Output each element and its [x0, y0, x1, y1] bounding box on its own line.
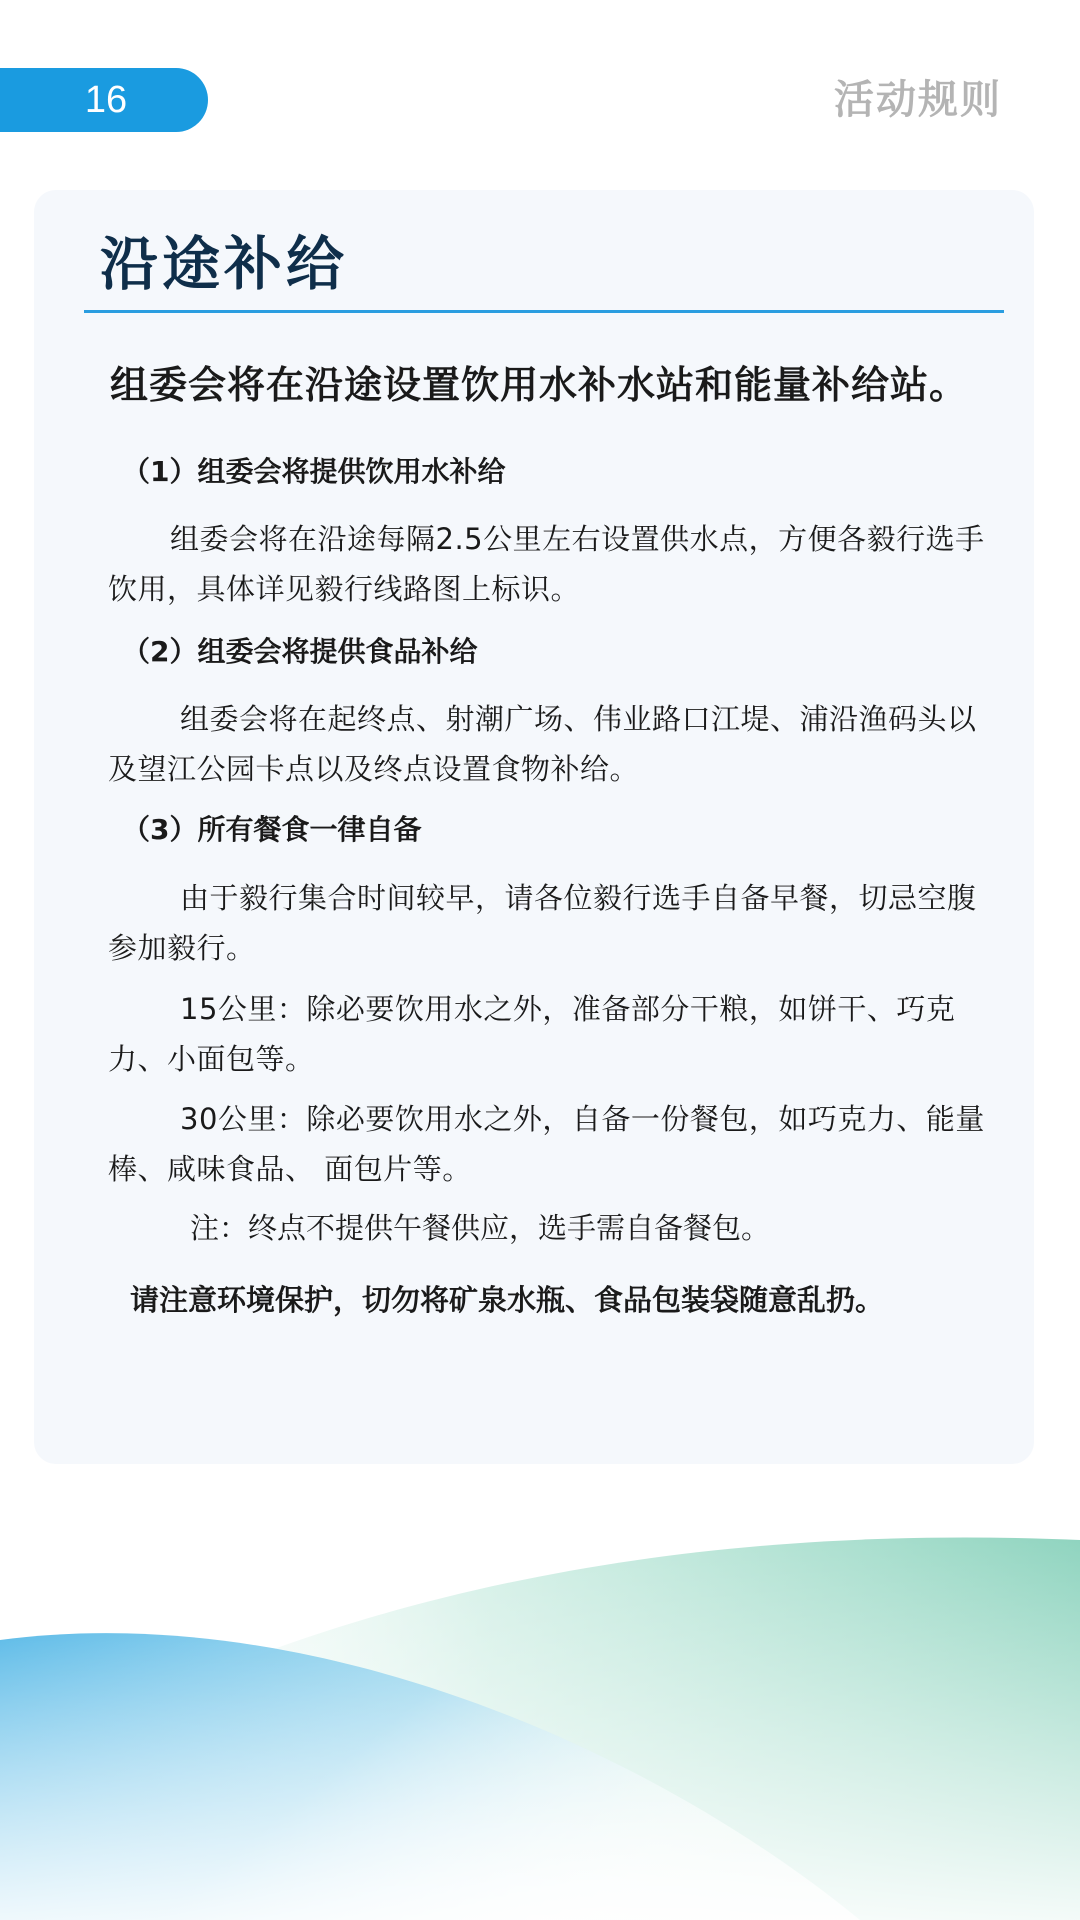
content-card: [34, 190, 1034, 1464]
lunch-note: 注：终点不提供午餐供应，选手需自备餐包。: [190, 1211, 771, 1245]
section-label: 活动规则: [834, 77, 1002, 123]
item-heading-water: （1）组委会将提供饮用水补给: [122, 455, 506, 488]
item-paragraph-breakfast: 由于毅行集合时间较早，请各位毅行选手自备早餐，切忌空腹参加毅行。: [108, 881, 977, 965]
page-number-tab: [0, 68, 208, 132]
item-paragraph-30km: 30公里：除必要饮用水之外，自备一份餐包，如巧克力、能量棒、咸味食品、 面包片等。: [108, 1102, 985, 1186]
item-heading-meals: （3）所有餐食一律自备: [122, 813, 422, 846]
item-paragraph-water: 组委会将在沿途每隔2.5公里左右设置供水点，方便各毅行选手饮用，具体详见毅行线路图上标识。: [108, 522, 985, 606]
item-paragraph-15km: 15公里：除必要饮用水之外，准备部分干粮，如饼干、巧克力、小面包等。: [108, 992, 956, 1076]
intro-text: 组委会将在沿途设置饮用水补水站和能量补给站。: [110, 363, 969, 407]
item-heading-food: （2）组委会将提供食品补给: [122, 635, 478, 668]
title-divider: [84, 310, 1004, 313]
decorative-waves: [0, 1480, 1080, 1920]
environment-reminder: 请注意环境保护，切勿将矿泉水瓶、食品包装袋随意乱扔。: [130, 1283, 885, 1317]
item-paragraph-food: 组委会将在起终点、射潮广场、伟业路口江堤、浦沿渔码头以及望江公园卡点以及终点设置食物补给。: [108, 702, 977, 786]
card-title: 沿途补给: [100, 230, 349, 298]
page-number: 16: [84, 79, 128, 121]
